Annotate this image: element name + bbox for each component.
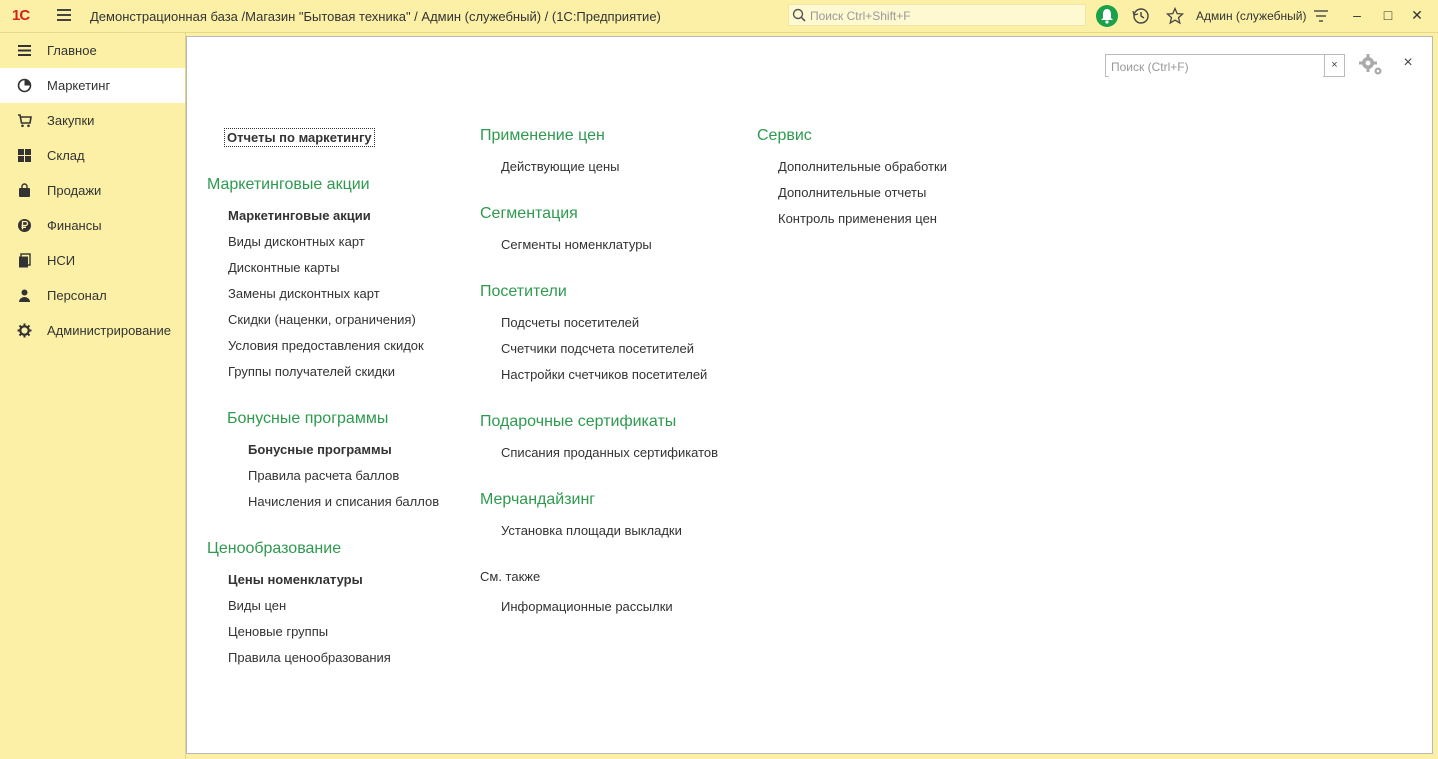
- panel-settings-gear-icon[interactable]: [1357, 53, 1385, 77]
- sidebar-item-label: Финансы: [47, 218, 102, 233]
- clear-search-button[interactable]: ×: [1324, 54, 1345, 77]
- link-display-area[interactable]: Установка площади выкладки: [501, 523, 682, 538]
- sidebar-item-warehouse[interactable]: [0, 138, 185, 173]
- section-title-promo: Маркетинговые акции: [207, 176, 370, 193]
- section-title-gift-certificates: Подарочные сертификаты: [480, 413, 677, 430]
- minimize-icon[interactable]: –: [1353, 7, 1361, 23]
- sidebar-item-label: Закупки: [47, 113, 95, 128]
- link-discount-cards[interactable]: Дисконтные карты: [228, 260, 340, 275]
- sidebar-item-admin[interactable]: [0, 313, 185, 348]
- link-certificate-writeoffs[interactable]: Списания проданных сертификатов: [501, 445, 719, 460]
- link-visitor-counter-settings[interactable]: Настройки счетчиков посетителей: [501, 367, 708, 382]
- sidebar-item-label: Главное: [47, 43, 97, 58]
- sidebar-item-label: Склад: [47, 148, 85, 163]
- bag-icon: [17, 183, 32, 198]
- link-discount-card-types[interactable]: Виды дисконтных карт: [228, 234, 365, 249]
- panel-close-button[interactable]: ×: [1403, 54, 1413, 71]
- sidebar-item-marketing[interactable]: [0, 68, 185, 103]
- history-icon[interactable]: [1132, 7, 1150, 25]
- global-search-placeholder: Поиск Ctrl+Shift+F: [810, 9, 911, 23]
- settings-funnel-icon[interactable]: [1312, 7, 1330, 25]
- user-name[interactable]: Админ (служебный): [1196, 9, 1307, 23]
- link-points-accruals[interactable]: Начисления и списания баллов: [248, 494, 440, 509]
- link-price-types[interactable]: Виды цен: [228, 598, 287, 613]
- section-title-bonus: Бонусные программы: [227, 410, 389, 427]
- search-icon: [792, 8, 806, 22]
- top-bar: [0, 0, 1438, 33]
- sidebar-item-label: Администрирование: [47, 323, 171, 338]
- section-title-visitors: Посетители: [480, 283, 567, 300]
- section-title-segments: Сегментация: [480, 205, 578, 222]
- sidebar-item-purchases[interactable]: [0, 103, 185, 138]
- person-icon: [17, 288, 32, 303]
- link-price-groups[interactable]: Ценовые группы: [228, 624, 329, 639]
- see-also-title: См. также: [480, 569, 541, 584]
- window-close-icon[interactable]: ✕: [1411, 7, 1423, 23]
- ruble-icon: [17, 218, 32, 233]
- sidebar-item-sales[interactable]: [0, 173, 185, 208]
- sidebar-item-label: Персонал: [47, 288, 107, 303]
- sidebar-item-main[interactable]: [0, 33, 185, 68]
- section-title-prices: Применение цен: [480, 127, 605, 144]
- favorites-star-icon[interactable]: [1166, 7, 1184, 25]
- sidebar: [0, 33, 186, 759]
- pie-chart-icon: [17, 78, 32, 93]
- marketing-panel: [186, 36, 1433, 754]
- sidebar-item-label: Маркетинг: [47, 78, 111, 93]
- link-visitor-counters[interactable]: Счетчики подсчета посетителей: [501, 341, 694, 356]
- sidebar-item-personnel[interactable]: [0, 278, 185, 313]
- menu-lines-icon: [17, 43, 32, 58]
- section-title-pricing: Ценообразование: [207, 540, 342, 557]
- sidebar-item-label: Продажи: [47, 183, 102, 198]
- sidebar-item-finance[interactable]: [0, 208, 185, 243]
- link-pricing-rules[interactable]: Правила ценообразования: [228, 650, 391, 665]
- documents-icon: [17, 253, 32, 268]
- maximize-icon[interactable]: □: [1383, 7, 1393, 23]
- link-newsletters[interactable]: Информационные рассылки: [501, 599, 673, 614]
- sidebar-item-nsi[interactable]: [0, 243, 185, 278]
- link-price-control[interactable]: Контроль применения цен: [778, 211, 937, 226]
- sidebar-item-label: НСИ: [47, 253, 76, 268]
- link-discounts[interactable]: Скидки (наценки, ограничения): [228, 312, 416, 327]
- link-additional-reports[interactable]: Дополнительные отчеты: [778, 185, 927, 200]
- bell-icon: [1100, 8, 1114, 24]
- link-discount-conditions[interactable]: Условия предоставления скидок: [228, 338, 424, 353]
- gear-icon: [17, 323, 32, 338]
- global-search-input[interactable]: [788, 4, 1086, 26]
- link-additional-processors[interactable]: Дополнительные обработки: [778, 159, 947, 174]
- panel-search-input[interactable]: [1109, 56, 1323, 77]
- notifications-button[interactable]: [1096, 5, 1118, 27]
- link-item-prices[interactable]: Цены номенклатуры: [228, 572, 363, 587]
- link-discount-card-replacements[interactable]: Замены дисконтных карт: [228, 286, 380, 301]
- marketing-reports-link[interactable]: Отчеты по маркетингу: [227, 130, 372, 145]
- cart-icon: [17, 113, 32, 128]
- app-logo: 1С: [12, 7, 30, 24]
- link-current-prices[interactable]: Действующие цены: [501, 159, 620, 174]
- link-visitor-counts[interactable]: Подсчеты посетителей: [501, 315, 640, 330]
- link-points-rules[interactable]: Правила расчета баллов: [248, 468, 400, 483]
- main-menu-button[interactable]: [57, 9, 71, 21]
- section-title-service: Сервис: [757, 127, 812, 144]
- section-title-merchandising: Мерчандайзинг: [480, 491, 596, 508]
- link-item-segments[interactable]: Сегменты номенклатуры: [501, 237, 652, 252]
- link-bonus-programs[interactable]: Бонусные программы: [248, 442, 392, 457]
- warehouse-grid-icon: [17, 148, 32, 163]
- panel-search-field[interactable]: [1105, 54, 1343, 77]
- link-discount-recipient-groups[interactable]: Группы получателей скидки: [228, 364, 395, 379]
- link-marketing-promotions[interactable]: Маркетинговые акции: [228, 208, 371, 223]
- window-title: Демонстрационная база /Магазин "Бытовая техника" / Админ (служебный) / (1С:Предприятие): [90, 9, 661, 24]
